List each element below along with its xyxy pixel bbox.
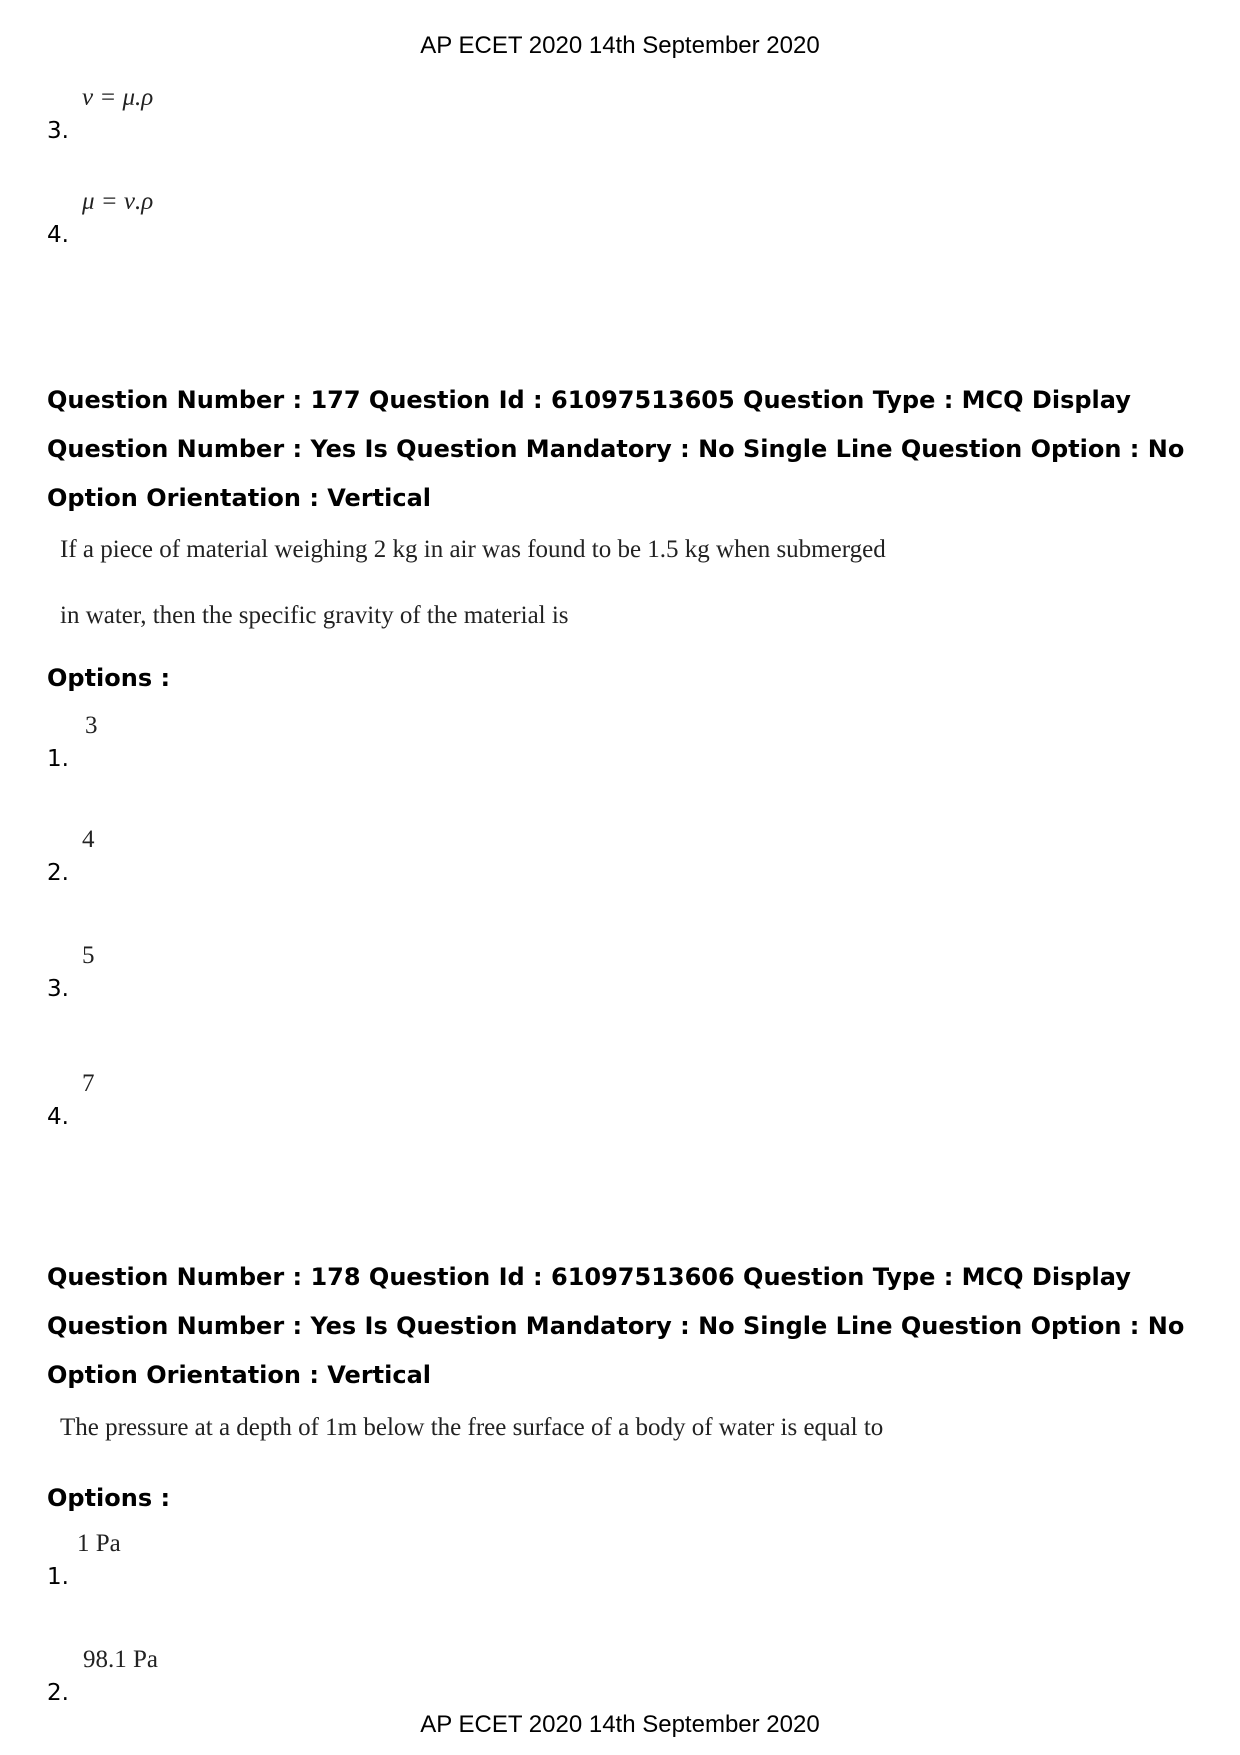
option-item [47, 188, 447, 248]
page-header: AP ECET 2020 14th September 2020 [420, 32, 820, 59]
option-value: ν = μ.ρ [82, 84, 154, 111]
option-number: 3. [47, 976, 69, 1002]
options-label: Options : [47, 664, 171, 692]
option-item [47, 1070, 447, 1130]
option-item [47, 1530, 447, 1590]
option-value: 1 Pa [77, 1530, 121, 1557]
option-value: 4 [82, 826, 95, 853]
option-number: 4. [47, 222, 69, 248]
option-item [47, 712, 447, 772]
option-number: 3. [47, 118, 69, 144]
options-label: Options : [47, 1484, 171, 1512]
question-text-line: If a piece of material weighing 2 kg in air was found to be 1.5 kg when submerged [60, 536, 886, 563]
question-meta: Question Number : 177 Question Id : 61097513605 Question Type : MCQ Display Question Number : Yes Is Question Mandatory : No Single Line Question Option : No Option Orientation : Vertical [47, 386, 1185, 512]
page-footer: AP ECET 2020 14th September 2020 [420, 1711, 820, 1738]
option-item [47, 826, 447, 886]
option-value: μ = ν.ρ [82, 188, 154, 215]
option-number: 1. [47, 1564, 69, 1590]
option-item [47, 84, 447, 144]
question-meta: Question Number : 178 Question Id : 61097513606 Question Type : MCQ Display Question Number : Yes Is Question Mandatory : No Single Line Question Option : No Option Orientation : Vertical [47, 1263, 1185, 1389]
option-value: 3 [85, 712, 98, 739]
option-item [47, 942, 447, 1002]
option-value: 5 [82, 942, 95, 969]
option-item [47, 1646, 447, 1706]
option-number: 2. [47, 860, 69, 886]
question-text-line: The pressure at a depth of 1m below the free surface of a body of water is equal to [60, 1414, 884, 1441]
question-text-line: in water, then the specific gravity of the material is [60, 602, 569, 629]
option-number: 1. [47, 746, 69, 772]
option-value: 7 [82, 1070, 95, 1097]
option-number: 4. [47, 1104, 69, 1130]
option-number: 2. [47, 1680, 69, 1706]
option-value: 98.1 Pa [83, 1646, 158, 1673]
